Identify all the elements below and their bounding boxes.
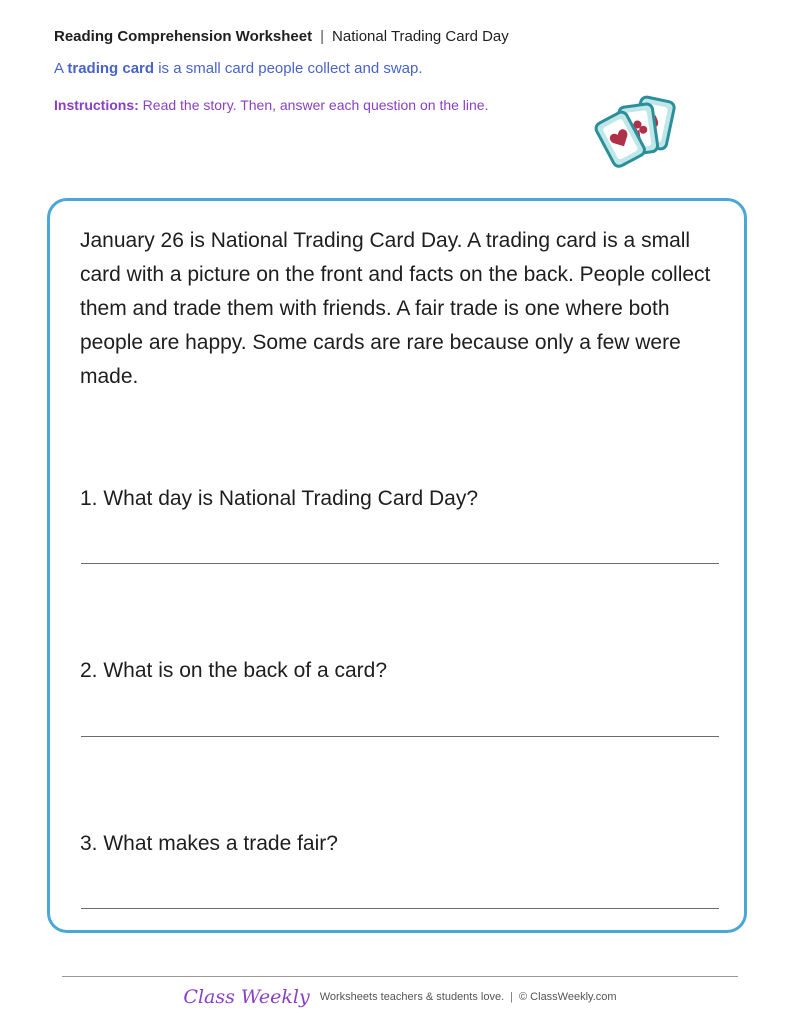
brand-logo: Class Weekly — [183, 986, 310, 1008]
instructions — [54, 94, 494, 116]
question-3: 3. What makes a trade fair? — [80, 832, 338, 855]
instructions-label: Instructions: — [54, 97, 139, 113]
footer — [0, 986, 800, 1008]
answer-line-1[interactable] — [81, 563, 719, 564]
definition-prefix: A — [54, 60, 64, 77]
worksheet-header — [54, 28, 509, 45]
story-text: January 26 is National Trading Card Day. A trading card is a small card with a picture on the front and facts on the back. People collect them and trade them with friends. A fair trade is one where both people are happy. Some cards are rare because only a few were made. — [80, 229, 711, 388]
footer-tagline-text: Worksheets teachers & students love. — [319, 991, 505, 1003]
footer-separator: | — [510, 991, 514, 1003]
instructions-text: Read the story. Then, answer each question on the line. — [142, 97, 489, 113]
question-2: 2. What is on the back of a card? — [80, 659, 388, 682]
footer-tagline — [320, 991, 617, 1003]
answer-line-2[interactable] — [81, 736, 719, 737]
definition-line — [54, 60, 423, 77]
playing-cards-icon — [582, 88, 692, 188]
playing-cards-svg — [582, 88, 692, 188]
header-separator: | — [320, 28, 325, 45]
answer-line-3[interactable] — [81, 908, 719, 909]
definition-term: trading card — [67, 60, 155, 77]
footer-divider — [62, 976, 738, 977]
question-1: 1. What day is National Trading Card Day? — [80, 487, 479, 510]
footer-copyright: © ClassWeekly.com — [519, 991, 617, 1003]
definition-text: is a small card people collect and swap. — [158, 60, 423, 77]
worksheet-title: Reading Comprehension Worksheet — [54, 28, 313, 45]
worksheet-topic: National Trading Card Day — [332, 28, 509, 45]
